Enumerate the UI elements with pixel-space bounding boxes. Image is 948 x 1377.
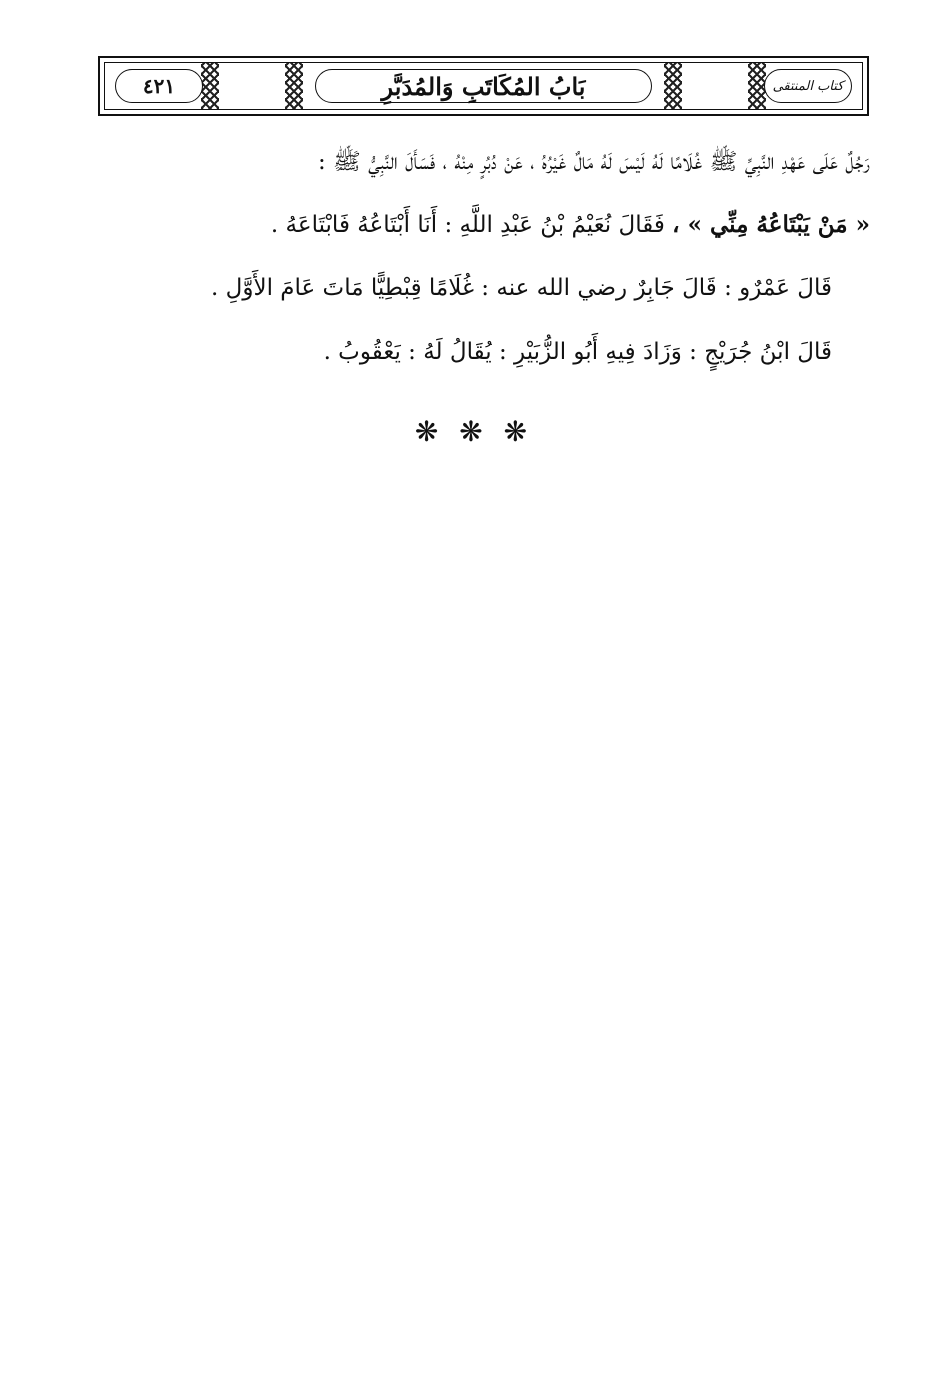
text-line-2 [95, 205, 870, 245]
chapter-title: بَابُ المُكَاتَبِ وَالمُدَبَّرِ [381, 71, 586, 101]
text-line-4: قَالَ ابْنُ جُرَيْجٍ : وَزَادَ فِيهِ أَبُو الزُّبَيْرِ : يُقَالُ لَهُ : يَعْقُوبُ . [323, 339, 832, 365]
book-emblem-text: كتاب المنتقى [772, 78, 844, 94]
ornament-left [201, 63, 219, 109]
prophet-quote: « مَنْ يَبْتَاعُهُ مِنِّي » ، [672, 211, 870, 238]
page-number-cartouche [115, 69, 203, 103]
header-frame [104, 62, 863, 110]
page-header [98, 56, 869, 116]
page-number: ٤٢١ [142, 74, 176, 98]
ornament-right-2 [664, 63, 682, 109]
text-line-3: قَالَ عَمْرٌو : قَالَ جَابِرٌ رضي الله عنه : غُلَامًا قِبْطِيًّا مَاتَ عَامَ الأَوَّلِ . [211, 275, 832, 301]
book-emblem [764, 69, 852, 103]
text-line-1: رَجُلٌ عَلَى عَهْدِ النَّبِيِّ ﷺ غُلَامًا لَهُ لَيْسَ لَهُ مَالٌ غَيْرُهُ ، عَنْ دُبُرٍ مِنْهُ ، فَسَأَلَ النَّبِيُّ ﷺ : [317, 149, 870, 175]
chapter-title-cartouche [315, 69, 652, 103]
ornament-left-2 [285, 63, 303, 109]
section-separator: ❋ ❋ ❋ [414, 415, 534, 448]
text-line-2-rest: فَقَالَ نُعَيْمُ بْنُ عَبْدِ اللَّهِ : أَنَا أَبْتَاعُهُ فَابْتَاعَهُ . [270, 212, 665, 238]
